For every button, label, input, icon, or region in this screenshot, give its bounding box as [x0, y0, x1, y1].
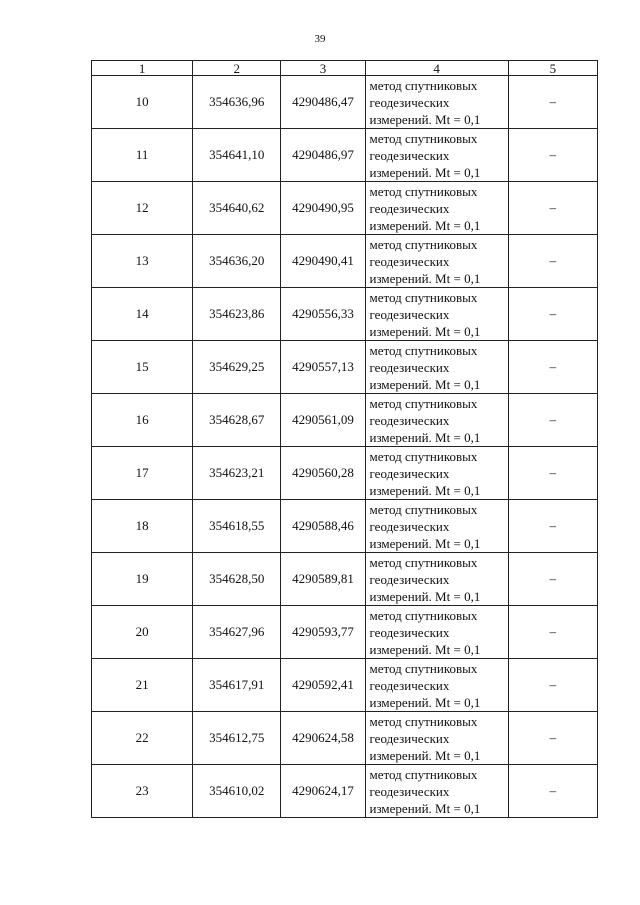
method-line: метод спутниковых [369, 448, 478, 464]
x-coordinate-cell: 354617,91 [193, 659, 281, 712]
table-row [92, 182, 598, 235]
method-line: метод спутниковых [369, 554, 478, 570]
y-coordinate-cell: 4290556,33 [281, 288, 365, 341]
method-line: метод спутниковых [369, 766, 478, 782]
y-coordinate-cell: 4290486,97 [281, 129, 365, 182]
method-line: метод спутниковых [369, 130, 478, 146]
y-coordinate-cell: 4290560,28 [281, 447, 365, 500]
note-cell: – [508, 606, 597, 659]
header-cell: 1 [92, 61, 193, 76]
point-number-cell: 22 [92, 712, 193, 765]
point-number-cell: 15 [92, 341, 193, 394]
method-cell [365, 712, 508, 765]
y-coordinate-cell: 4290557,13 [281, 341, 365, 394]
point-number-cell: 23 [92, 765, 193, 818]
y-coordinate-cell: 4290490,95 [281, 182, 365, 235]
method-line: метод спутниковых [369, 501, 478, 517]
y-coordinate-cell: 4290588,46 [281, 500, 365, 553]
method-line: геодезических [369, 624, 450, 640]
method-line: геодезических [369, 94, 450, 110]
table-row [92, 129, 598, 182]
point-number-cell: 11 [92, 129, 193, 182]
note-cell: – [508, 765, 597, 818]
note-cell: – [508, 553, 597, 606]
header-cell: 3 [281, 61, 365, 76]
method-line: измерений. Mt = 0,1 [369, 694, 481, 710]
method-line: геодезических [369, 677, 450, 693]
x-coordinate-cell: 354628,50 [193, 553, 281, 606]
x-coordinate-cell: 354618,55 [193, 500, 281, 553]
method-line: геодезических [369, 253, 450, 269]
table-header [92, 61, 598, 76]
table-body [92, 76, 598, 818]
point-number-cell: 12 [92, 182, 193, 235]
point-number-cell: 13 [92, 235, 193, 288]
method-line: метод спутниковых [369, 660, 478, 676]
note-cell: – [508, 394, 597, 447]
header-cell: 2 [193, 61, 281, 76]
note-cell: – [508, 288, 597, 341]
method-line: геодезических [369, 465, 450, 481]
method-cell [365, 288, 508, 341]
note-cell: – [508, 447, 597, 500]
method-line: геодезических [369, 571, 450, 587]
y-coordinate-cell: 4290486,47 [281, 76, 365, 129]
y-coordinate-cell: 4290624,58 [281, 712, 365, 765]
point-number-cell: 20 [92, 606, 193, 659]
method-line: измерений. Mt = 0,1 [369, 111, 481, 127]
method-cell [365, 76, 508, 129]
method-cell [365, 553, 508, 606]
method-cell [365, 659, 508, 712]
header-row [92, 61, 598, 76]
method-cell [365, 182, 508, 235]
point-number-cell: 18 [92, 500, 193, 553]
x-coordinate-cell: 354623,86 [193, 288, 281, 341]
x-coordinate-cell: 354627,96 [193, 606, 281, 659]
table-row [92, 765, 598, 818]
method-line: геодезических [369, 730, 450, 746]
method-cell [365, 235, 508, 288]
page-number: 39 [314, 33, 326, 45]
method-line: метод спутниковых [369, 183, 478, 199]
table-row [92, 76, 598, 129]
method-cell [365, 606, 508, 659]
method-line: геодезических [369, 412, 450, 428]
note-cell: – [508, 76, 597, 129]
header-cell: 5 [508, 61, 597, 76]
x-coordinate-cell: 354612,75 [193, 712, 281, 765]
method-line: измерений. Mt = 0,1 [369, 747, 481, 763]
method-line: измерений. Mt = 0,1 [369, 429, 481, 445]
coordinates-table [91, 60, 598, 818]
y-coordinate-cell: 4290593,77 [281, 606, 365, 659]
method-line: измерений. Mt = 0,1 [369, 641, 481, 657]
x-coordinate-cell: 354641,10 [193, 129, 281, 182]
method-cell [365, 447, 508, 500]
method-line: метод спутниковых [369, 713, 478, 729]
method-line: метод спутниковых [369, 236, 478, 252]
x-coordinate-cell: 354623,21 [193, 447, 281, 500]
x-coordinate-cell: 354610,02 [193, 765, 281, 818]
point-number-cell: 14 [92, 288, 193, 341]
point-number-cell: 19 [92, 553, 193, 606]
x-coordinate-cell: 354636,20 [193, 235, 281, 288]
method-cell [365, 129, 508, 182]
table-row [92, 606, 598, 659]
point-number-cell: 17 [92, 447, 193, 500]
method-line: метод спутниковых [369, 77, 478, 93]
method-line: метод спутниковых [369, 289, 478, 305]
table-row [92, 712, 598, 765]
y-coordinate-cell: 4290589,81 [281, 553, 365, 606]
method-line: измерений. Mt = 0,1 [369, 376, 481, 392]
y-coordinate-cell: 4290490,41 [281, 235, 365, 288]
method-cell [365, 500, 508, 553]
note-cell: – [508, 659, 597, 712]
x-coordinate-cell: 354628,67 [193, 394, 281, 447]
note-cell: – [508, 341, 597, 394]
note-cell: – [508, 500, 597, 553]
note-cell: – [508, 712, 597, 765]
method-cell [365, 765, 508, 818]
x-coordinate-cell: 354629,25 [193, 341, 281, 394]
table-row [92, 500, 598, 553]
point-number-cell: 21 [92, 659, 193, 712]
method-line: измерений. Mt = 0,1 [369, 323, 481, 339]
point-number-cell: 16 [92, 394, 193, 447]
method-line: метод спутниковых [369, 607, 478, 623]
method-cell [365, 394, 508, 447]
table-row [92, 447, 598, 500]
y-coordinate-cell: 4290561,09 [281, 394, 365, 447]
method-line: измерений. Mt = 0,1 [369, 270, 481, 286]
note-cell: – [508, 182, 597, 235]
y-coordinate-cell: 4290624,17 [281, 765, 365, 818]
method-line: геодезических [369, 200, 450, 216]
method-line: метод спутниковых [369, 342, 478, 358]
method-line: измерений. Mt = 0,1 [369, 535, 481, 551]
table-row [92, 553, 598, 606]
header-cell: 4 [365, 61, 508, 76]
x-coordinate-cell: 354636,96 [193, 76, 281, 129]
table-row [92, 288, 598, 341]
method-line: измерений. Mt = 0,1 [369, 588, 481, 604]
method-line: геодезических [369, 306, 450, 322]
method-line: геодезических [369, 783, 450, 799]
point-number-cell: 10 [92, 76, 193, 129]
method-line: геодезических [369, 518, 450, 534]
table-row [92, 235, 598, 288]
method-line: геодезических [369, 147, 450, 163]
note-cell: – [508, 235, 597, 288]
method-line: измерений. Mt = 0,1 [369, 800, 481, 816]
table-row [92, 659, 598, 712]
method-line: измерений. Mt = 0,1 [369, 482, 481, 498]
table-row [92, 394, 598, 447]
table-row [92, 341, 598, 394]
method-line: измерений. Mt = 0,1 [369, 164, 481, 180]
x-coordinate-cell: 354640,62 [193, 182, 281, 235]
method-line: измерений. Mt = 0,1 [369, 217, 481, 233]
note-cell: – [508, 129, 597, 182]
method-cell [365, 341, 508, 394]
method-line: метод спутниковых [369, 395, 478, 411]
method-line: геодезических [369, 359, 450, 375]
y-coordinate-cell: 4290592,41 [281, 659, 365, 712]
